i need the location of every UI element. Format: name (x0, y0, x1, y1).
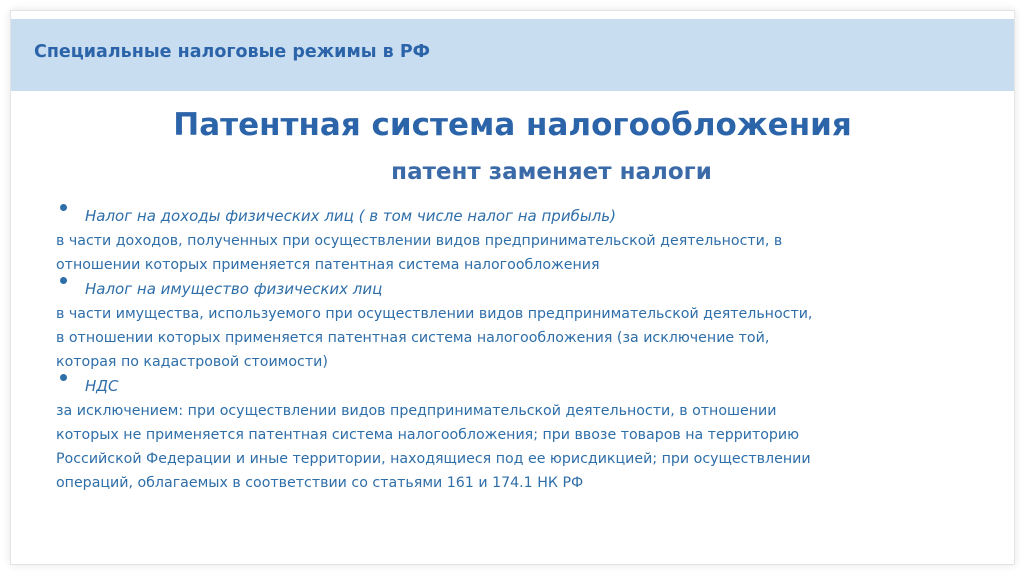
list-item-heading-text: НДС (85, 377, 119, 395)
list-item-line: которая по кадастровой стоимости) (56, 354, 328, 370)
content-list (54, 204, 994, 495)
page-title: Патентная система налогообложения (173, 107, 852, 143)
slide (10, 10, 1015, 565)
list-item-line: Российской Федерации и иные территории, находящиеся под ее юрисдикцией; при осуществлении (56, 451, 811, 467)
list-item-heading (54, 204, 994, 229)
list-item-heading-text: Налог на доходы физических лиц ( в том числе налог на прибыль) (85, 207, 616, 225)
list-item-line: операций, облагаемых в соответствии со статьями 161 и 174.1 НК РФ (56, 475, 584, 491)
list-item-line: в части имущества, используемого при осуществлении видов предпринимательской деятельности, (56, 306, 813, 322)
bullet-icon (60, 374, 67, 381)
header-title: Специальные налоговые режимы в РФ (34, 42, 431, 62)
list-item-heading-text: Налог на имущество физических лиц (85, 280, 383, 298)
page-subtitle: патент заменяет налоги (391, 159, 712, 185)
list-item-heading (54, 374, 994, 399)
list-item-line: за исключением: при осуществлении видов предпринимательской деятельности, в отношении (56, 403, 777, 419)
list-item-body (54, 229, 994, 277)
list-item-line: в отношении которых применяется патентная система налогообложения (за исключение той, (56, 330, 770, 346)
list-item-body (54, 302, 994, 374)
list-item-heading (54, 277, 994, 302)
list-item (54, 374, 994, 495)
bullet-icon (60, 204, 67, 211)
header-band (11, 19, 1014, 91)
bullet-icon (60, 277, 67, 284)
list-item (54, 204, 994, 277)
list-item-body (54, 399, 994, 495)
list-item (54, 277, 994, 374)
list-item-line: отношении которых применяется патентная система налогообложения (56, 257, 600, 273)
list-item-line: которых не применяется патентная система налогообложения; при ввозе товаров на территорию (56, 427, 800, 443)
list-item-line: в части доходов, полученных при осуществлении видов предпринимательской деятельности, в (56, 233, 783, 249)
